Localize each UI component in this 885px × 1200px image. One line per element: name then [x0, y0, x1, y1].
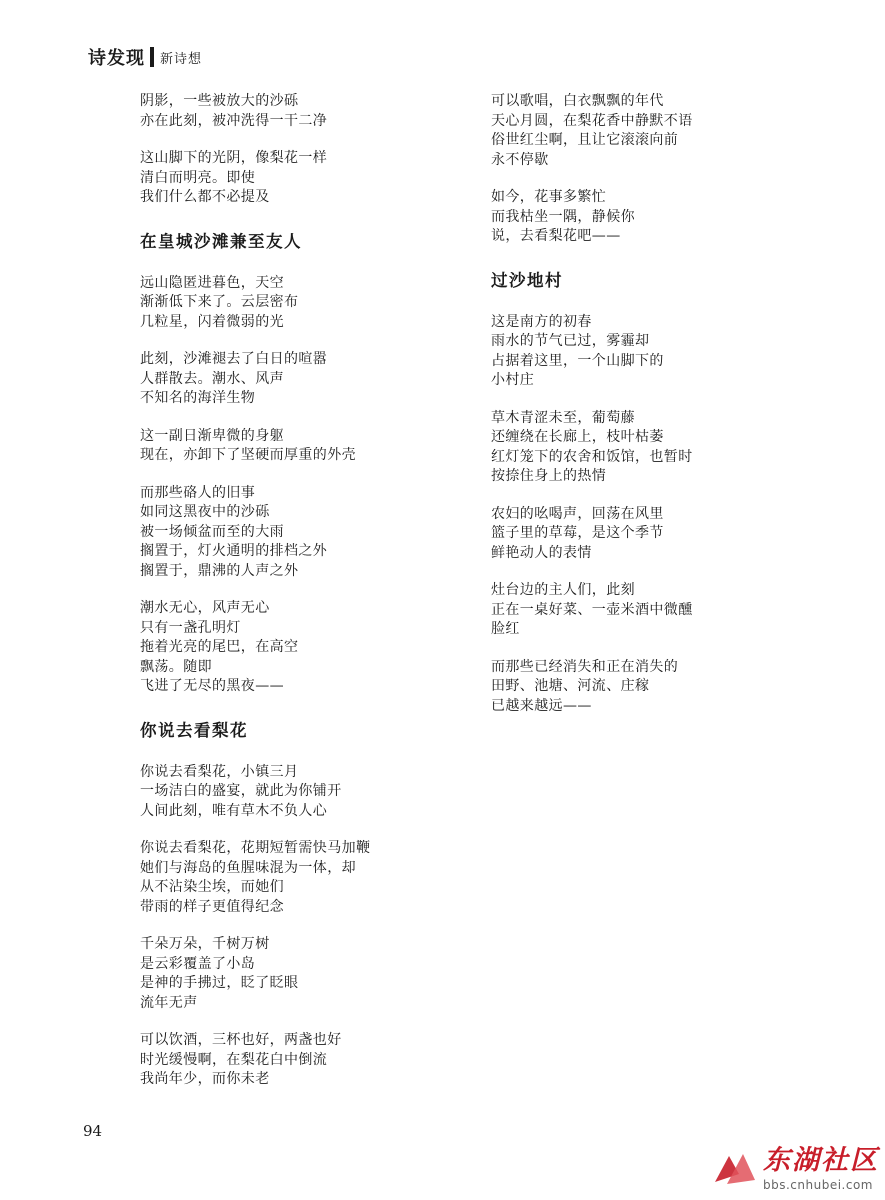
header-divider [150, 47, 154, 67]
poem-line: 你说去看梨花，小镇三月 [140, 763, 299, 780]
poem-line: 如今，花事多繁忙 [491, 189, 607, 205]
stanza [140, 427, 470, 466]
poem-line: 正在一桌好菜、一壶米酒中微醺 [491, 601, 693, 618]
poem-line: 已越来越远—— [491, 697, 592, 714]
poem-line: 鲜艳动人的表情 [491, 544, 592, 561]
poem-line: 还缠绕在长廊上，枝叶枯萎 [491, 429, 664, 445]
poem-line: 脸红 [491, 621, 520, 637]
poem-line: 草木青涩未至，葡萄藤 [491, 409, 635, 426]
poem-body [491, 313, 821, 717]
poem-line: 她们与海岛的鱼腥味混为一体，却 [140, 859, 356, 876]
poem-line: 你说去看梨花，花期短暂需快马加鞭 [140, 840, 371, 856]
stanza [140, 839, 470, 917]
poem-line: 流年无声 [140, 994, 198, 1011]
poem-line: 飞进了无尽的黑夜—— [140, 678, 284, 694]
left-column [140, 92, 470, 1108]
poem-line: 带雨的样子更值得纪念 [140, 898, 284, 915]
watermark-name: 东湖社区 [763, 1145, 879, 1176]
poem-body [140, 274, 470, 697]
stanza [140, 1031, 470, 1090]
stanza [140, 274, 470, 333]
poem-line: 按捺住身上的热情 [491, 468, 607, 484]
poem-line: 如同这黑夜中的沙砾 [140, 504, 270, 520]
poem-line: 我尚年少，而你未老 [140, 1071, 270, 1087]
page-number: 94 [83, 1122, 103, 1140]
stanza [140, 763, 470, 822]
poem-line: 篮子里的草莓，是这个季节 [491, 525, 664, 541]
poem-title: 过沙地村 [491, 270, 563, 290]
poem-line: 农妇的吆喝声，回荡在风里 [491, 505, 664, 522]
poem-line: 雨水的节气已过，雾霾却 [491, 333, 650, 349]
poem-line: 千朵万朵，千树万树 [140, 936, 270, 952]
poem-line: 远山隐匿进暮色，天空 [140, 274, 284, 291]
poem-line: 田野、池塘、河流、庄稼 [491, 678, 650, 694]
poem-line: 而那些已经消失和正在消失的 [491, 658, 679, 675]
poem-line: 渐渐低下来了。云层密布 [140, 294, 299, 310]
watermark-logo-icon [711, 1144, 759, 1192]
poem-line: 搁置于，鼎沸的人声之外 [140, 562, 299, 579]
poem-line: 人群散去。潮水、风声 [140, 370, 284, 387]
poem-line: 时光缓慢啊，在梨花白中倒流 [140, 1051, 328, 1068]
stanza [491, 581, 821, 640]
poem-line: 说，去看梨花吧—— [491, 228, 621, 244]
poem-line: 不知名的海洋生物 [140, 390, 256, 406]
poem-line: 永不停歇 [491, 151, 549, 168]
poem-line: 飘荡。随即 [140, 658, 212, 675]
stanza [491, 658, 821, 717]
poem-line: 潮水无心，风声无心 [140, 600, 270, 616]
stanza [491, 313, 821, 391]
poem-line: 清白而明亮。即使 [140, 169, 256, 186]
stanza [140, 149, 470, 208]
poem-title: 你说去看梨花 [140, 720, 248, 740]
poem-line: 一场洁白的盛宴，就此为你铺开 [140, 783, 342, 799]
poem-line: 可以歌唱，白衣飘飘的年代 [491, 93, 664, 109]
right-column [491, 92, 821, 734]
poem-line: 人间此刻，唯有草木不负人心 [140, 802, 328, 819]
poem-body [140, 763, 470, 1090]
poem-line: 俗世红尘啊，且让它滚滚向前 [491, 132, 679, 148]
watermark [711, 1144, 879, 1192]
poem-line: 而我枯坐一隅，静候你 [491, 208, 635, 225]
poem-line: 而那些硌人的旧事 [140, 484, 256, 501]
poem-line: 可以饮酒，三杯也好，两盏也好 [140, 1032, 342, 1048]
poem-line: 现在，亦卸下了坚硬而厚重的外壳 [140, 447, 356, 463]
poem-line: 此刻，沙滩褪去了白日的喧嚣 [140, 351, 328, 367]
stanza [491, 92, 821, 170]
poem-line: 从不沾染尘埃，而她们 [140, 879, 284, 895]
stanza [491, 409, 821, 487]
stanza [140, 935, 470, 1013]
poem-line: 天心月圆，在梨花香中静默不语 [491, 112, 693, 129]
section-name: 新诗想 [160, 51, 203, 67]
poem-line: 是神的手拂过，眨了眨眼 [140, 975, 299, 991]
poem-line: 阴影，一些被放大的沙砾 [140, 93, 299, 109]
poem-line: 几粒星，闪着微弱的光 [140, 313, 284, 330]
stanza [491, 505, 821, 564]
stanza [140, 350, 470, 409]
column-name: 诗发现 [88, 48, 145, 69]
running-header [88, 44, 202, 70]
poem-line: 这山脚下的光阴，像梨花一样 [140, 150, 328, 166]
poem-line: 被一场倾盆而至的大雨 [140, 523, 284, 540]
poem-line: 小村庄 [491, 372, 535, 388]
poem-line: 占据着这里，一个山脚下的 [491, 352, 664, 369]
poem-line: 亦在此刻，被冲洗得一干二净 [140, 112, 328, 129]
stanza [140, 484, 470, 582]
poem-title: 在皇城沙滩兼至友人 [140, 231, 302, 251]
poem-line: 拖着光亮的尾巴，在高空 [140, 639, 299, 655]
stanza [140, 92, 470, 131]
poem-line: 这一副日渐卑微的身躯 [140, 427, 284, 444]
watermark-url: bbs.cnhubei.com [763, 1178, 873, 1192]
right-continued-stanzas [491, 92, 821, 247]
poem-line: 搁置于，灯火通明的排档之外 [140, 543, 328, 559]
stanza [491, 188, 821, 247]
poem-line: 是云彩覆盖了小岛 [140, 955, 256, 972]
stanza [140, 599, 470, 697]
poem-line: 红灯笼下的农舍和饭馆，也暂时 [491, 448, 693, 465]
poem-line: 灶台边的主人们，此刻 [491, 582, 635, 598]
poem-line: 只有一盏孔明灯 [140, 619, 241, 636]
poem-line: 我们什么都不必提及 [140, 189, 270, 205]
poem-line: 这是南方的初春 [491, 313, 592, 330]
left-intro-stanzas [140, 92, 470, 208]
